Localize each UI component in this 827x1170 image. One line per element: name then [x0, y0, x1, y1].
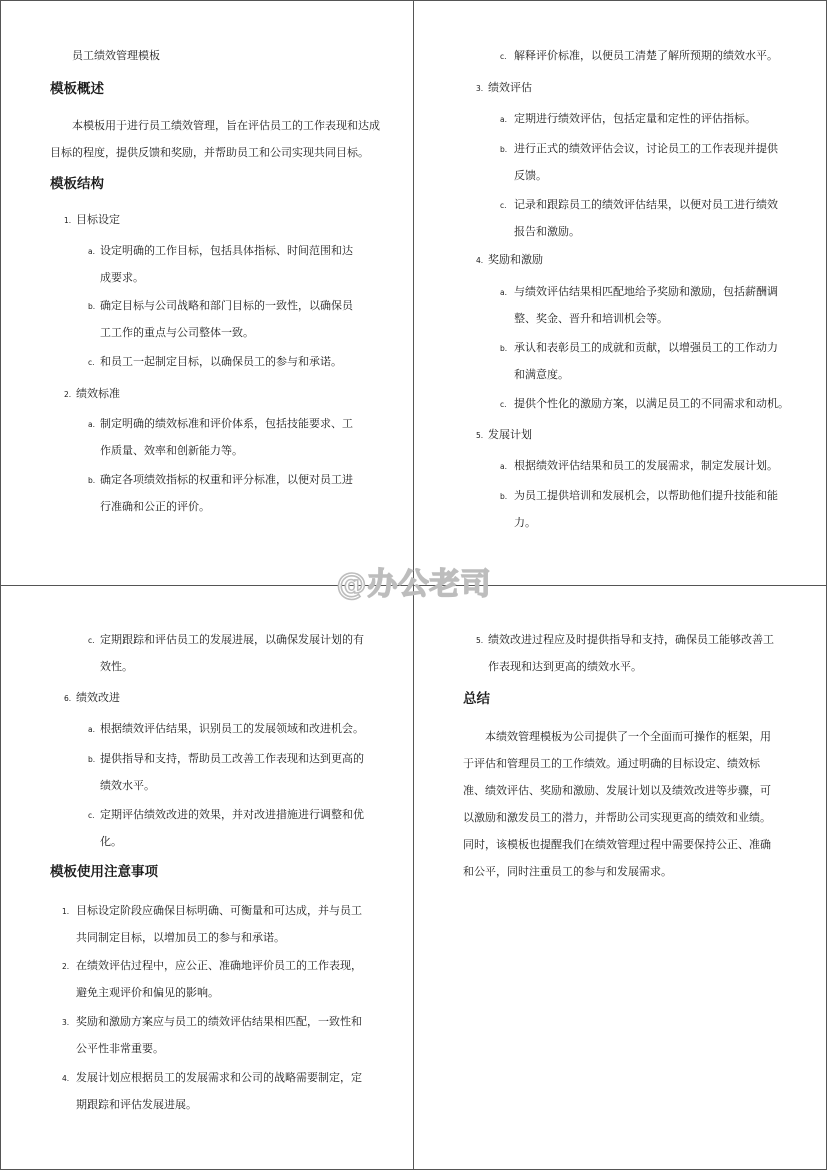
overview-heading: 模板概述 [50, 81, 104, 97]
list-mark: c. [500, 52, 507, 61]
list-number: 2. [62, 962, 70, 971]
list-text: 记录和跟踪员工的绩效评估结果，以便对员工进行绩效报告和激励。 [514, 198, 778, 238]
list-mark: b. [500, 344, 508, 353]
notes-heading: 模板使用注意事项 [50, 864, 158, 880]
list-text: 提供指导和支持，帮助员工改善工作表现和达到更高的绩效水平。 [100, 752, 364, 792]
watermark-logo: @办公老司 [336, 567, 492, 602]
list-number: 5. [476, 431, 484, 440]
list-number: 1. [62, 907, 70, 916]
list-text: 提供个性化的激励方案，以满足员工的不同需求和动机。 [514, 397, 789, 410]
list-mark: c. [500, 201, 507, 210]
list-text: 设定明确的工作目标，包括具体指标、时间范围和达成要求。 [100, 244, 353, 284]
structure-heading: 模板结构 [50, 176, 104, 192]
list-text: 奖励和激励方案应与员工的绩效评估结果相匹配，一致性和公平性非常重要。 [76, 1015, 362, 1055]
list-text: 在绩效评估过程中，应公正、准确地评价员工的工作表现，避免主观评价和偏见的影响。 [76, 959, 362, 999]
list-label: 绩效标准 [76, 387, 120, 400]
list-label: 目标设定 [76, 213, 120, 226]
list-text: 进行正式的绩效评估会议，讨论员工的工作表现并提供反馈。 [514, 142, 778, 182]
document-title: 员工绩效管理模板 [72, 49, 160, 62]
list-text: 和员工一起制定目标，以确保员工的参与和承诺。 [100, 355, 342, 368]
list-label: 奖励和激励 [488, 253, 543, 266]
list-mark: b. [88, 476, 96, 485]
list-mark: a. [88, 725, 95, 734]
list-text: 根据绩效评估结果，识别员工的发展领域和改进机会。 [100, 722, 364, 735]
list-text: 发展计划应根据员工的发展需求和公司的战略需要制定，定期跟踪和评估发展进展。 [76, 1071, 362, 1111]
list-text: 解释评价标准，以便员工清楚了解所预期的绩效水平。 [514, 49, 778, 62]
list-number: 4. [476, 256, 484, 265]
list-number: 4. [62, 1074, 70, 1083]
list-number: 6. [64, 694, 72, 703]
list-text: 根据绩效评估结果和员工的发展需求，制定发展计划。 [514, 459, 778, 472]
list-mark: b. [500, 492, 508, 501]
list-text: 定期跟踪和评估员工的发展进展，以确保发展计划的有效性。 [100, 633, 364, 673]
list-text: 确定目标与公司战略和部门目标的一致性，以确保员工工作的重点与公司整体一致。 [100, 299, 353, 339]
overview-paragraph: 本模板用于进行员工绩效管理，旨在评估员工的工作表现和达成目标的程度，提供反馈和奖励，并帮助员工和公司实现共同目标。 [50, 119, 380, 159]
list-number: 3. [62, 1018, 70, 1027]
list-number: 5. [476, 636, 484, 645]
list-text: 承认和表彰员工的成就和贡献，以增强员工的工作动力和满意度。 [514, 341, 778, 381]
list-text: 与绩效评估结果相匹配地给予奖励和激励，包括薪酬调整、奖金、晋升和培训机会等。 [514, 285, 778, 325]
list-text: 定期进行绩效评估，包括定量和定性的评估指标。 [514, 112, 756, 125]
list-label: 发展计划 [488, 428, 532, 441]
list-label: 绩效改进 [76, 691, 120, 704]
list-text: 绩效改进过程应及时提供指导和支持，确保员工能够改善工作表现和达到更高的绩效水平。 [488, 633, 774, 673]
list-number: 1. [64, 216, 72, 225]
list-text: 确定各项绩效指标的权重和评分标准，以便对员工进行准确和公正的评价。 [100, 473, 353, 513]
list-label: 绩效评估 [488, 81, 532, 94]
list-mark: a. [88, 247, 95, 256]
list-text: 定期评估绩效改进的效果，并对改进措施进行调整和优化。 [100, 808, 364, 848]
list-mark: c. [88, 358, 95, 367]
list-mark: b. [88, 302, 96, 311]
list-mark: c. [500, 400, 507, 409]
list-mark: a. [500, 462, 507, 471]
list-number: 2. [64, 390, 72, 399]
list-mark: c. [88, 636, 95, 645]
list-text: 制定明确的绩效标准和评价体系，包括技能要求、工作质量、效率和创新能力等。 [100, 417, 353, 457]
list-text: 目标设定阶段应确保目标明确、可衡量和可达成，并与员工共同制定目标，以增加员工的参与和承诺。 [76, 904, 362, 944]
summary-heading: 总结 [463, 691, 490, 707]
list-number: 3. [476, 84, 484, 93]
list-text: 为员工提供培训和发展机会，以帮助他们提升技能和能力。 [514, 489, 778, 529]
summary-paragraph: 本绩效管理模板为公司提供了一个全面而可操作的框架，用于评估和管理员工的工作绩效。通过明确的目标设定、绩效标准、绩效评估、奖励和激励、发展计划以及绩效改进等步骤，可以激励和激发员工的潜力，并帮助公司实现更高的绩效和业绩。同时，该模板也提醒我们在绩效管理过程中需要保持公正、准确和公平，同时注重员工的参与和发展需求。 [463, 730, 771, 878]
list-mark: a. [500, 288, 507, 297]
list-mark: b. [88, 755, 96, 764]
list-mark: a. [500, 115, 507, 124]
list-mark: a. [88, 420, 95, 429]
list-mark: b. [500, 145, 508, 154]
list-mark: c. [88, 811, 95, 820]
